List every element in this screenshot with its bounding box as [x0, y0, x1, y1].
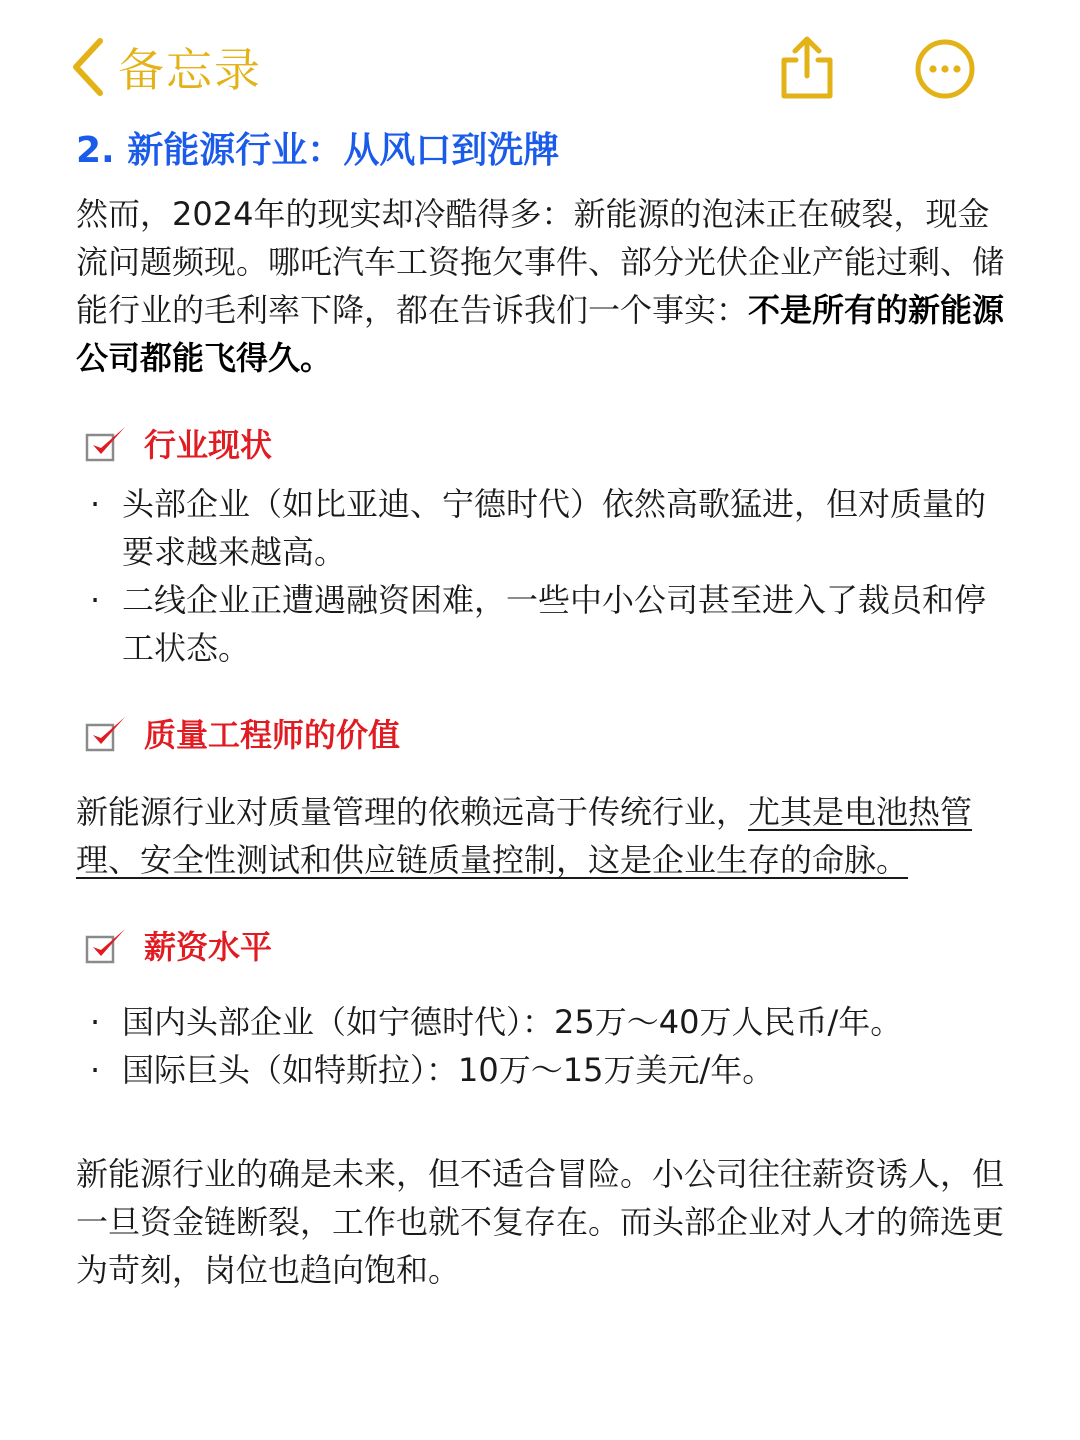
share-icon — [776, 34, 838, 100]
checkbox-checked-icon — [84, 925, 128, 965]
share-button[interactable] — [776, 34, 838, 100]
list-item-text: 二线企业正遭遇融资困难，一些中小公司甚至进入了裁员和停工状态。 — [122, 581, 987, 667]
qe-value-underlined-text: 尤其是电池热管理、安全性测试和供应链质量控制，这是企业生存的命脉。 — [76, 793, 973, 879]
intro-paragraph — [76, 190, 1006, 382]
list-item-text: 国内头部企业（如宁德时代）：25万～40万人民币/年。 — [122, 1003, 903, 1041]
back-button[interactable] — [70, 34, 262, 100]
list-item — [76, 576, 1006, 672]
navigation-bar — [0, 0, 1080, 130]
checkbox-checked-icon — [84, 423, 128, 463]
list-item — [76, 998, 1006, 1046]
qe-value-paragraph — [76, 788, 1006, 884]
more-options-button[interactable] — [914, 38, 976, 100]
industry-status-list — [76, 480, 1006, 672]
salary-list — [76, 998, 1006, 1094]
section-title-label: 薪资水平 — [144, 928, 273, 966]
back-label: 备忘录 — [118, 43, 262, 97]
list-item-text: 头部企业（如比亚迪、宁德时代）依然高歌猛进，但对质量的要求越来越高。 — [122, 485, 987, 571]
list-item-text: 国际巨头（如特斯拉）：10万～15万美元/年。 — [122, 1051, 775, 1089]
list-item — [76, 1046, 1006, 1094]
section-title-qe-value — [84, 706, 1006, 760]
conclusion-paragraph: 新能源行业的确是未来，但不适合冒险。小公司往往薪资诱人，但一旦资金链断裂，工作也就不复存在。而头部企业对人才的筛选更为苛刻，岗位也趋向饱和。 — [76, 1155, 1005, 1289]
bullet-dot: · — [90, 1003, 101, 1041]
more-icon — [914, 38, 976, 100]
chevron-left-icon — [70, 37, 104, 97]
section-title-label: 质量工程师的价值 — [144, 716, 401, 754]
note-heading: 2. 新能源行业：从风口到洗牌 — [76, 130, 560, 171]
section-title-salary — [84, 918, 1006, 972]
section-title-label: 行业现状 — [144, 426, 273, 464]
checkbox-checked-icon — [84, 713, 128, 753]
bullet-dot: · — [90, 1051, 101, 1089]
bullet-dot: · — [90, 581, 101, 619]
note-content[interactable] — [76, 124, 1006, 1294]
section-title-industry-status — [84, 416, 1006, 470]
qe-value-text: 新能源行业对质量管理的依赖远高于传统行业， — [76, 793, 749, 831]
bullet-dot: · — [90, 485, 101, 523]
intro-text: 然而，2024年的现实却冷酷得多：新能源的泡沫正在破裂，现金流问题频现。哪吒汽车工资拖欠事件、部分光伏企业产能过剩、储能行业的毛利率下降，都在告诉我们一个事实： — [76, 195, 1005, 329]
intro-bold-text: 不是所有的新能源公司都能飞得久。 — [76, 291, 1005, 377]
list-item — [76, 480, 1006, 576]
